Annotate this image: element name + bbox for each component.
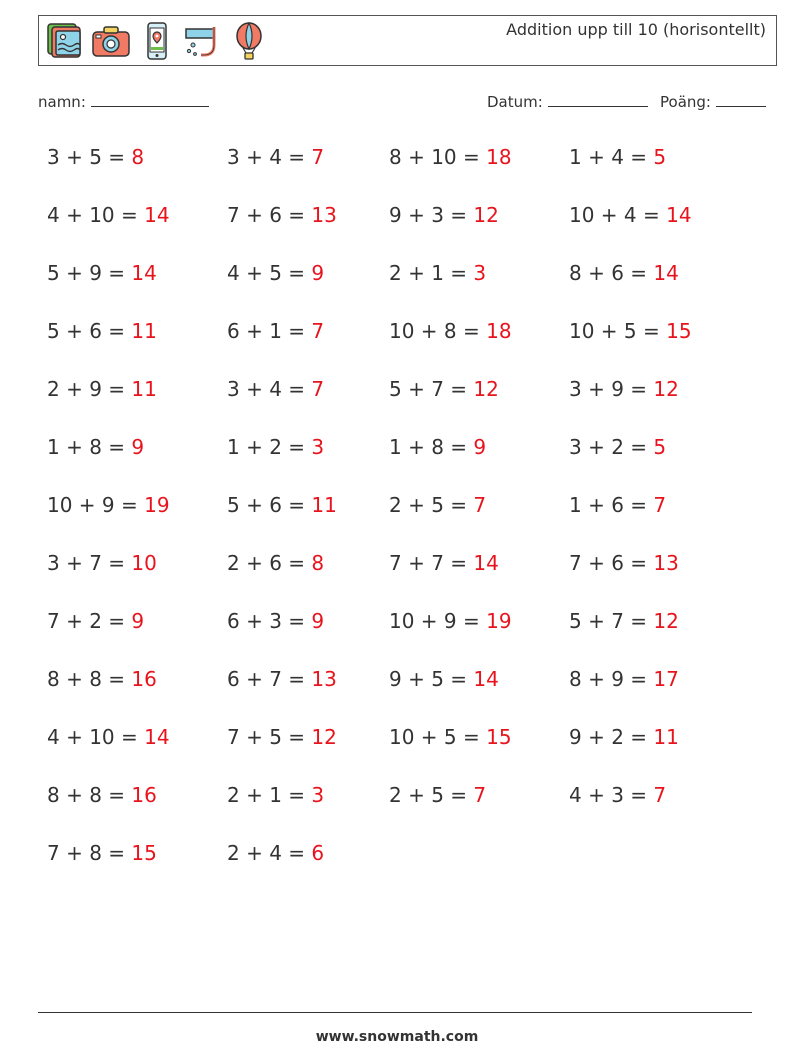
problem-question: 7 + 2 = xyxy=(47,609,132,633)
problem-question: 4 + 3 = xyxy=(569,783,654,807)
problem-question: 7 + 6 = xyxy=(227,203,312,227)
name-label: namn: xyxy=(38,93,86,111)
problem-question: 4 + 10 = xyxy=(47,203,145,227)
problem-answer: 19 xyxy=(486,609,512,633)
problem-answer: 8 xyxy=(311,551,325,575)
problem-item xyxy=(227,261,324,285)
problem-question: 2 + 5 = xyxy=(389,493,474,517)
problem-answer: 14 xyxy=(473,551,499,575)
footer-website: www.snowmath.com xyxy=(315,1029,479,1045)
problem-answer: 7 xyxy=(311,377,325,401)
problem-question: 7 + 5 = xyxy=(227,725,312,749)
problem-question: 3 + 4 = xyxy=(227,145,312,169)
problem-question: 3 + 4 = xyxy=(227,377,312,401)
date-blank-line[interactable] xyxy=(548,92,648,107)
problem-item xyxy=(569,319,692,343)
problem-item xyxy=(389,261,486,285)
problem-answer: 11 xyxy=(131,377,157,401)
problem-item xyxy=(569,725,679,749)
name-field xyxy=(38,92,209,111)
problem-item xyxy=(47,261,157,285)
problem-question: 5 + 9 = xyxy=(47,261,132,285)
problem-question: 9 + 5 = xyxy=(389,667,474,691)
problem-row xyxy=(47,783,747,841)
problem-answer: 5 xyxy=(653,435,667,459)
problem-item xyxy=(569,203,692,227)
problem-answer: 5 xyxy=(653,145,667,169)
problem-item xyxy=(47,551,157,575)
problem-question: 2 + 5 = xyxy=(389,783,474,807)
problem-answer: 7 xyxy=(311,319,325,343)
problem-item xyxy=(47,493,170,517)
problem-item xyxy=(389,377,499,401)
problem-answer: 3 xyxy=(473,261,487,285)
problem-question: 10 + 8 = xyxy=(389,319,487,343)
problem-answer: 12 xyxy=(653,609,679,633)
problem-item xyxy=(47,841,157,865)
problem-answer: 7 xyxy=(311,145,325,169)
score-field xyxy=(660,92,766,111)
photo-cards-icon xyxy=(45,21,85,61)
problem-row xyxy=(47,493,747,551)
problem-question: 5 + 7 = xyxy=(569,609,654,633)
problem-answer: 12 xyxy=(473,203,499,227)
problem-row xyxy=(47,435,747,493)
problem-item xyxy=(389,203,499,227)
problem-question: 6 + 1 = xyxy=(227,319,312,343)
problem-item xyxy=(47,435,144,459)
problem-item xyxy=(47,145,144,169)
problem-item xyxy=(569,783,666,807)
problem-row xyxy=(47,667,747,725)
problem-answer: 7 xyxy=(473,493,487,517)
icon-strip xyxy=(45,20,269,62)
problem-answer: 18 xyxy=(486,145,512,169)
problem-item xyxy=(227,145,324,169)
problem-item xyxy=(47,783,157,807)
phone-location-icon xyxy=(137,21,177,61)
problem-question: 1 + 8 = xyxy=(47,435,132,459)
problem-item xyxy=(569,377,679,401)
problem-answer: 17 xyxy=(653,667,679,691)
problem-item xyxy=(389,493,486,517)
problem-question: 1 + 2 = xyxy=(227,435,312,459)
problem-grid xyxy=(47,145,747,899)
problem-item xyxy=(389,435,486,459)
problem-question: 9 + 2 = xyxy=(569,725,654,749)
problem-question: 3 + 5 = xyxy=(47,145,132,169)
problem-item xyxy=(227,319,324,343)
problem-question: 7 + 6 = xyxy=(569,551,654,575)
problem-item xyxy=(569,493,666,517)
problem-answer: 7 xyxy=(473,783,487,807)
snorkel-mask-icon xyxy=(183,21,223,61)
footer-divider xyxy=(38,1012,752,1013)
problem-item xyxy=(569,435,666,459)
problem-answer: 9 xyxy=(473,435,487,459)
problem-question: 1 + 6 = xyxy=(569,493,654,517)
problem-answer: 14 xyxy=(473,667,499,691)
problem-question: 8 + 8 = xyxy=(47,667,132,691)
problem-question: 10 + 5 = xyxy=(569,319,667,343)
problem-answer: 6 xyxy=(311,841,325,865)
problem-question: 8 + 10 = xyxy=(389,145,487,169)
problem-question: 3 + 7 = xyxy=(47,551,132,575)
problem-item xyxy=(47,377,157,401)
problem-question: 4 + 5 = xyxy=(227,261,312,285)
problem-row xyxy=(47,377,747,435)
problem-item xyxy=(389,725,512,749)
problem-item xyxy=(389,319,512,343)
camera-icon xyxy=(91,21,131,61)
problem-answer: 14 xyxy=(144,725,170,749)
problem-item xyxy=(227,551,324,575)
problem-answer: 14 xyxy=(666,203,692,227)
problem-item xyxy=(227,783,324,807)
date-field xyxy=(487,92,648,111)
problem-row xyxy=(47,319,747,377)
problem-answer: 10 xyxy=(131,551,157,575)
problem-item xyxy=(47,203,170,227)
problem-row xyxy=(47,725,747,783)
problem-item xyxy=(569,667,679,691)
worksheet-title: Addition upp till 10 (horisontellt) xyxy=(506,20,766,39)
problem-item xyxy=(47,609,144,633)
problem-question: 2 + 4 = xyxy=(227,841,312,865)
problem-question: 7 + 7 = xyxy=(389,551,474,575)
problem-item xyxy=(389,667,499,691)
problem-item xyxy=(569,145,666,169)
score-blank-line[interactable] xyxy=(716,92,766,107)
problem-answer: 12 xyxy=(653,377,679,401)
problem-answer: 13 xyxy=(653,551,679,575)
problem-answer: 14 xyxy=(131,261,157,285)
problem-row xyxy=(47,203,747,261)
problem-item xyxy=(47,319,157,343)
problem-question: 2 + 6 = xyxy=(227,551,312,575)
header-box xyxy=(38,15,777,66)
problem-row xyxy=(47,261,747,319)
problem-row xyxy=(47,609,747,667)
problem-item xyxy=(227,435,324,459)
problem-question: 1 + 4 = xyxy=(569,145,654,169)
problem-answer: 11 xyxy=(131,319,157,343)
problem-item xyxy=(389,609,512,633)
problem-question: 2 + 1 = xyxy=(389,261,474,285)
problem-item xyxy=(389,145,512,169)
problem-answer: 7 xyxy=(653,493,667,517)
problem-question: 5 + 6 = xyxy=(47,319,132,343)
problem-item xyxy=(227,203,337,227)
problem-answer: 9 xyxy=(311,261,325,285)
problem-question: 2 + 1 = xyxy=(227,783,312,807)
problem-item xyxy=(569,261,679,285)
problem-answer: 13 xyxy=(311,203,337,227)
problem-answer: 11 xyxy=(311,493,337,517)
problem-question: 6 + 7 = xyxy=(227,667,312,691)
problem-question: 9 + 3 = xyxy=(389,203,474,227)
problem-question: 8 + 9 = xyxy=(569,667,654,691)
problem-answer: 13 xyxy=(311,667,337,691)
problem-item xyxy=(227,493,337,517)
problem-answer: 16 xyxy=(131,667,157,691)
problem-answer: 18 xyxy=(486,319,512,343)
problem-answer: 8 xyxy=(131,145,145,169)
date-label: Datum: xyxy=(487,93,543,111)
problem-question: 5 + 7 = xyxy=(389,377,474,401)
problem-answer: 9 xyxy=(311,609,325,633)
problem-answer: 9 xyxy=(131,435,145,459)
problem-question: 6 + 3 = xyxy=(227,609,312,633)
problem-question: 10 + 4 = xyxy=(569,203,667,227)
problem-question: 3 + 9 = xyxy=(569,377,654,401)
problem-answer: 16 xyxy=(131,783,157,807)
problem-answer: 12 xyxy=(473,377,499,401)
problem-question: 8 + 6 = xyxy=(569,261,654,285)
problem-item xyxy=(47,725,170,749)
problem-item xyxy=(227,609,324,633)
problem-row xyxy=(47,841,747,899)
problem-answer: 19 xyxy=(144,493,170,517)
problem-item xyxy=(47,667,157,691)
problem-item xyxy=(227,667,337,691)
problem-question: 10 + 9 = xyxy=(389,609,487,633)
problem-row xyxy=(47,145,747,203)
score-label: Poäng: xyxy=(660,93,711,111)
problem-question: 4 + 10 = xyxy=(47,725,145,749)
problem-item xyxy=(227,841,324,865)
problem-row xyxy=(47,551,747,609)
problem-question: 10 + 5 = xyxy=(389,725,487,749)
problem-question: 8 + 8 = xyxy=(47,783,132,807)
problem-item xyxy=(389,551,499,575)
problem-answer: 7 xyxy=(653,783,667,807)
problem-answer: 15 xyxy=(131,841,157,865)
problem-question: 7 + 8 = xyxy=(47,841,132,865)
problem-question: 1 + 8 = xyxy=(389,435,474,459)
problem-answer: 14 xyxy=(144,203,170,227)
problem-question: 10 + 9 = xyxy=(47,493,145,517)
hot-air-balloon-icon xyxy=(229,21,269,61)
name-blank-line[interactable] xyxy=(91,92,209,107)
problem-item xyxy=(227,377,324,401)
problem-answer: 15 xyxy=(486,725,512,749)
problem-question: 3 + 2 = xyxy=(569,435,654,459)
problem-question: 2 + 9 = xyxy=(47,377,132,401)
problem-question: 5 + 6 = xyxy=(227,493,312,517)
problem-item xyxy=(569,609,679,633)
problem-answer: 15 xyxy=(666,319,692,343)
problem-answer: 12 xyxy=(311,725,337,749)
problem-item xyxy=(569,551,679,575)
problem-item xyxy=(227,725,337,749)
problem-answer: 3 xyxy=(311,435,325,459)
problem-answer: 11 xyxy=(653,725,679,749)
problem-answer: 14 xyxy=(653,261,679,285)
problem-item xyxy=(389,783,486,807)
problem-answer: 3 xyxy=(311,783,325,807)
problem-answer: 9 xyxy=(131,609,145,633)
